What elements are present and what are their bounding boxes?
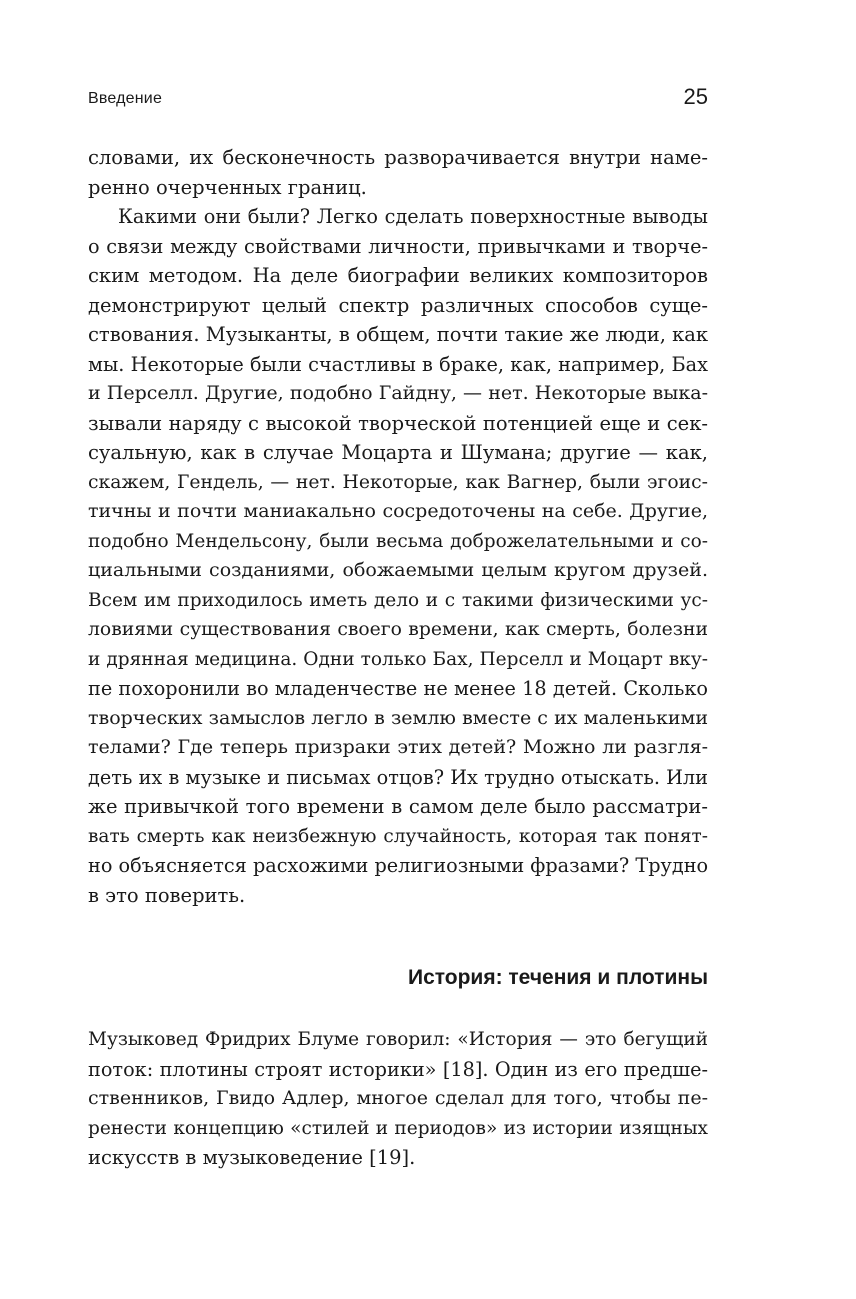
paragraph-section <box>88 1025 708 1173</box>
running-title: Введение <box>88 90 163 107</box>
text-line: но объясняется расхожими религиозными фразами? Трудно <box>88 854 709 877</box>
text-line: ственников, Гвидо Адлер, многое сделал для того, чтобы пе- <box>88 1087 708 1109</box>
text-line: зывали наряду с высокой творческой потенцией еще и сек- <box>88 411 708 435</box>
section-heading: История: течения и плотины <box>407 966 708 989</box>
paragraph-continued <box>88 143 708 202</box>
text-line: Всем им приходилось иметь дело и с такими физическими ус- <box>88 589 708 611</box>
text-line: суальную, как в случае Моцарта и Шумана; другие — как, <box>88 441 708 464</box>
text-line: циальными созданиями, обожаемыми целым кругом друзей. <box>88 559 708 581</box>
text-line: мы. Некоторые были счастливы в браке, как, например, Бах <box>88 352 708 376</box>
text-line: ловиями существования своего времени, как смерть, болезни <box>88 619 708 640</box>
text-line: поток: плотины строят историки» [18]. Один из его предше- <box>88 1057 708 1081</box>
text-line: ренести концепцию «стилей и периодов» из истории изящных <box>88 1117 708 1139</box>
text-line: и дрянная медицина. Одни только Бах, Перселл и Моцарт вку- <box>88 648 708 670</box>
text-line: деть их в музыке и письмах отцов? Их трудно отыскать. Или <box>88 765 708 789</box>
text-line: ренно очерченных границ. <box>88 175 367 199</box>
text-line: словами, их бесконечность разворачивается внутри наме- <box>88 146 708 169</box>
text-line: в это поверить. <box>88 883 246 907</box>
text-line: ствования. Музыканты, в общем, почти такие же люди, как <box>88 323 709 346</box>
text-line: пе похоронили во младенчестве не менее 18 детей. Сколько <box>88 677 708 700</box>
text-line: о связи между свойствами личности, привычками и творче- <box>88 234 708 258</box>
text-line: Музыковед Фридрих Блуме говорил: «История — это бегущий <box>88 1029 708 1050</box>
text-line: демонстрируют целый спектр различных способов суще- <box>88 293 708 317</box>
text-line: Какими они были? Легко сделать поверхностные выводы <box>118 205 708 228</box>
text-line: ским методом. На деле биографии великих композиторов <box>88 264 708 287</box>
text-line: тичны и почти маниакально сосредоточены на себе. Другие, <box>88 500 708 522</box>
text-line: подобно Мендельсону, были весьма доброжелательными и со- <box>88 530 708 552</box>
text-line: телами? Где теперь призраки этих детей? Можно ли разгля- <box>88 736 708 758</box>
text-line: скажем, Гендель, — нет. Некоторые, как Вагнер, были эгоис- <box>88 471 708 493</box>
text-line: искусств в музыковедение [19]. <box>88 1146 416 1169</box>
page-number: 25 <box>683 84 708 109</box>
text-line: и Перселл. Другие, подобно Гайдну, — нет. Некоторые выка- <box>88 382 708 404</box>
text-line: творческих замыслов легло в землю вместе с их маленькими <box>88 706 708 729</box>
paragraph-main <box>88 202 708 910</box>
text-line: же привычкой того времени в самом деле было рассматри- <box>88 795 708 818</box>
text-line: вать смерть как неизбежную случайность, которая так понят- <box>88 825 708 847</box>
